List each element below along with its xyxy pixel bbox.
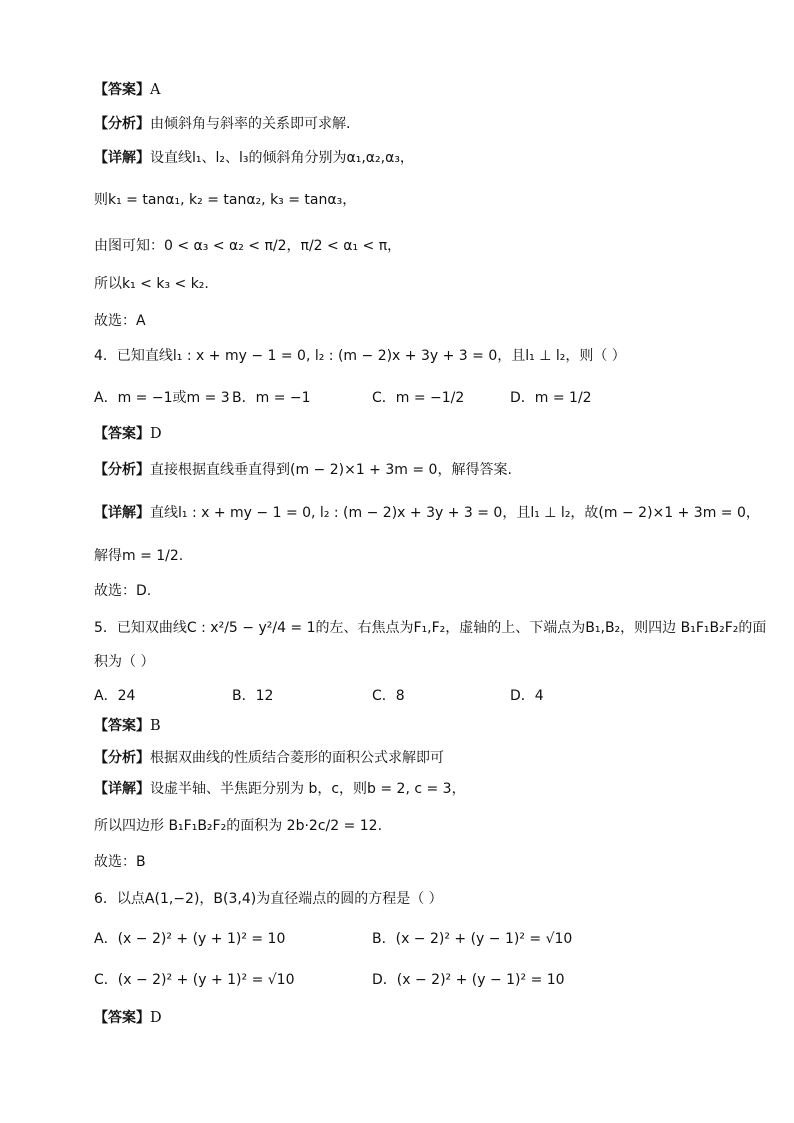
q5-stem-line-2	[94, 652, 724, 672]
analysis-tag: 【分析】	[94, 750, 150, 766]
q5-detail-1: 设虚半轴、半焦距分别为 b，c，则b = 2, c = 3，	[150, 781, 466, 797]
q3-answer: A	[150, 82, 161, 98]
q5-stem-2: 积为（ ）	[94, 654, 155, 670]
q5-option-c: C．8	[372, 688, 405, 704]
q5-answer-line	[94, 716, 724, 736]
q3-analysis: 由倾斜角与斜率的关系即可求解.	[150, 116, 351, 132]
q6-stem	[94, 889, 724, 909]
answer-tag: 【答案】	[94, 426, 150, 442]
q4-answer-line	[94, 424, 724, 444]
q6-option-d: D．(x − 2)² + (y − 1)² = 10	[372, 972, 565, 988]
detail-tag: 【详解】	[94, 505, 150, 521]
q4-stem-text: 4．已知直线l₁ : x + my − 1 = 0, l₂ : (m − 2)x + 3y + 3 = 0，且l₁ ⊥ l₂，则（ ）	[94, 348, 626, 364]
q4-choose: 故选：D.	[94, 583, 152, 599]
q4-analysis-line	[94, 460, 724, 480]
q4-stem	[94, 346, 724, 366]
q3-detail-line-2	[94, 190, 724, 210]
q4-option-d: D．m = 1/2	[510, 390, 592, 406]
q4-option-a: A．m = −1或m = 3	[94, 390, 230, 406]
q4-detail-line-1	[94, 503, 760, 523]
q6-options-row-2	[94, 970, 724, 992]
q5-detail-2: 所以四边形 B₁F₁B₂F₂的面积为 2b·2c/2 = 12.	[94, 818, 383, 834]
q4-detail-line-2	[94, 546, 724, 566]
q4-options	[94, 388, 724, 410]
q6-answer: D	[150, 1010, 162, 1026]
q5-options	[94, 686, 724, 706]
q3-answer-line	[94, 80, 724, 100]
q5-option-a: A．24	[94, 688, 136, 704]
answer-tag: 【答案】	[94, 1010, 150, 1026]
detail-tag: 【详解】	[94, 150, 150, 166]
analysis-tag: 【分析】	[94, 462, 150, 478]
q4-detail-2: 解得m = 1/2.	[94, 548, 184, 564]
q4-answer: D	[150, 426, 162, 442]
q5-answer: B	[150, 718, 161, 734]
q4-option-c: C．m = −1/2	[372, 390, 465, 406]
q4-choose-line	[94, 581, 724, 601]
analysis-tag: 【分析】	[94, 116, 150, 132]
q3-detail-line-1	[94, 148, 724, 168]
q5-detail-line-2	[94, 816, 724, 836]
q6-stem-text: 6．以点A(1,−2)，B(3,4)为直径端点的圆的方程是（ ）	[94, 891, 443, 907]
q3-detail-1: 设直线l₁、l₂、l₃的倾斜角分别为α₁,α₂,α₃，	[150, 150, 414, 166]
q6-option-b: B．(x − 2)² + (y − 1)² = √10	[372, 931, 573, 947]
q5-stem-line-1	[94, 618, 767, 638]
q3-detail-2: 则k₁ = tanα₁, k₂ = tanα₂, k₃ = tanα₃，	[94, 192, 357, 208]
q4-analysis: 直接根据直线垂直得到(m − 2)×1 + 3m = 0，解得答案.	[150, 462, 512, 478]
q5-option-d: D．4	[510, 688, 544, 704]
q3-detail-line-3	[94, 236, 724, 256]
q5-stem-1: 5．已知双曲线C : x²/5 − y²/4 = 1的左、右焦点为F₁,F₂，虚轴的上、下端点为B₁,B₂，则四边 B₁F₁B₂F₂的面	[94, 620, 767, 636]
q4-detail-1: 直线l₁ : x + my − 1 = 0, l₂ : (m − 2)x + 3y + 3 = 0，且l₁ ⊥ l₂，故(m − 2)×1 + 3m = 0，	[150, 505, 760, 521]
q5-analysis-line	[94, 748, 724, 768]
q5-choose: 故选：B	[94, 854, 146, 870]
q3-analysis-line	[94, 114, 724, 134]
answer-tag: 【答案】	[94, 718, 150, 734]
q5-detail-line-1	[94, 779, 724, 799]
q6-options-row-1	[94, 929, 724, 951]
q3-choose-line	[94, 311, 724, 331]
detail-tag: 【详解】	[94, 781, 150, 797]
q3-detail-line-4	[94, 274, 724, 294]
q3-detail-3: 由图可知：0 < α₃ < α₂ < π/2，π/2 < α₁ < π，	[94, 238, 402, 254]
q5-choose-line	[94, 852, 724, 872]
q6-answer-line	[94, 1008, 724, 1028]
q4-option-b: B．m = −1	[232, 390, 311, 406]
q3-choose: 故选：A	[94, 313, 146, 329]
q3-detail-4: 所以k₁ < k₃ < k₂.	[94, 276, 209, 292]
q5-analysis: 根据双曲线的性质结合菱形的面积公式求解即可	[150, 750, 444, 766]
answer-tag: 【答案】	[94, 82, 150, 98]
q6-option-a: A．(x − 2)² + (y + 1)² = 10	[94, 931, 286, 947]
q6-option-c: C．(x − 2)² + (y + 1)² = √10	[94, 972, 295, 988]
q5-option-b: B．12	[232, 688, 274, 704]
